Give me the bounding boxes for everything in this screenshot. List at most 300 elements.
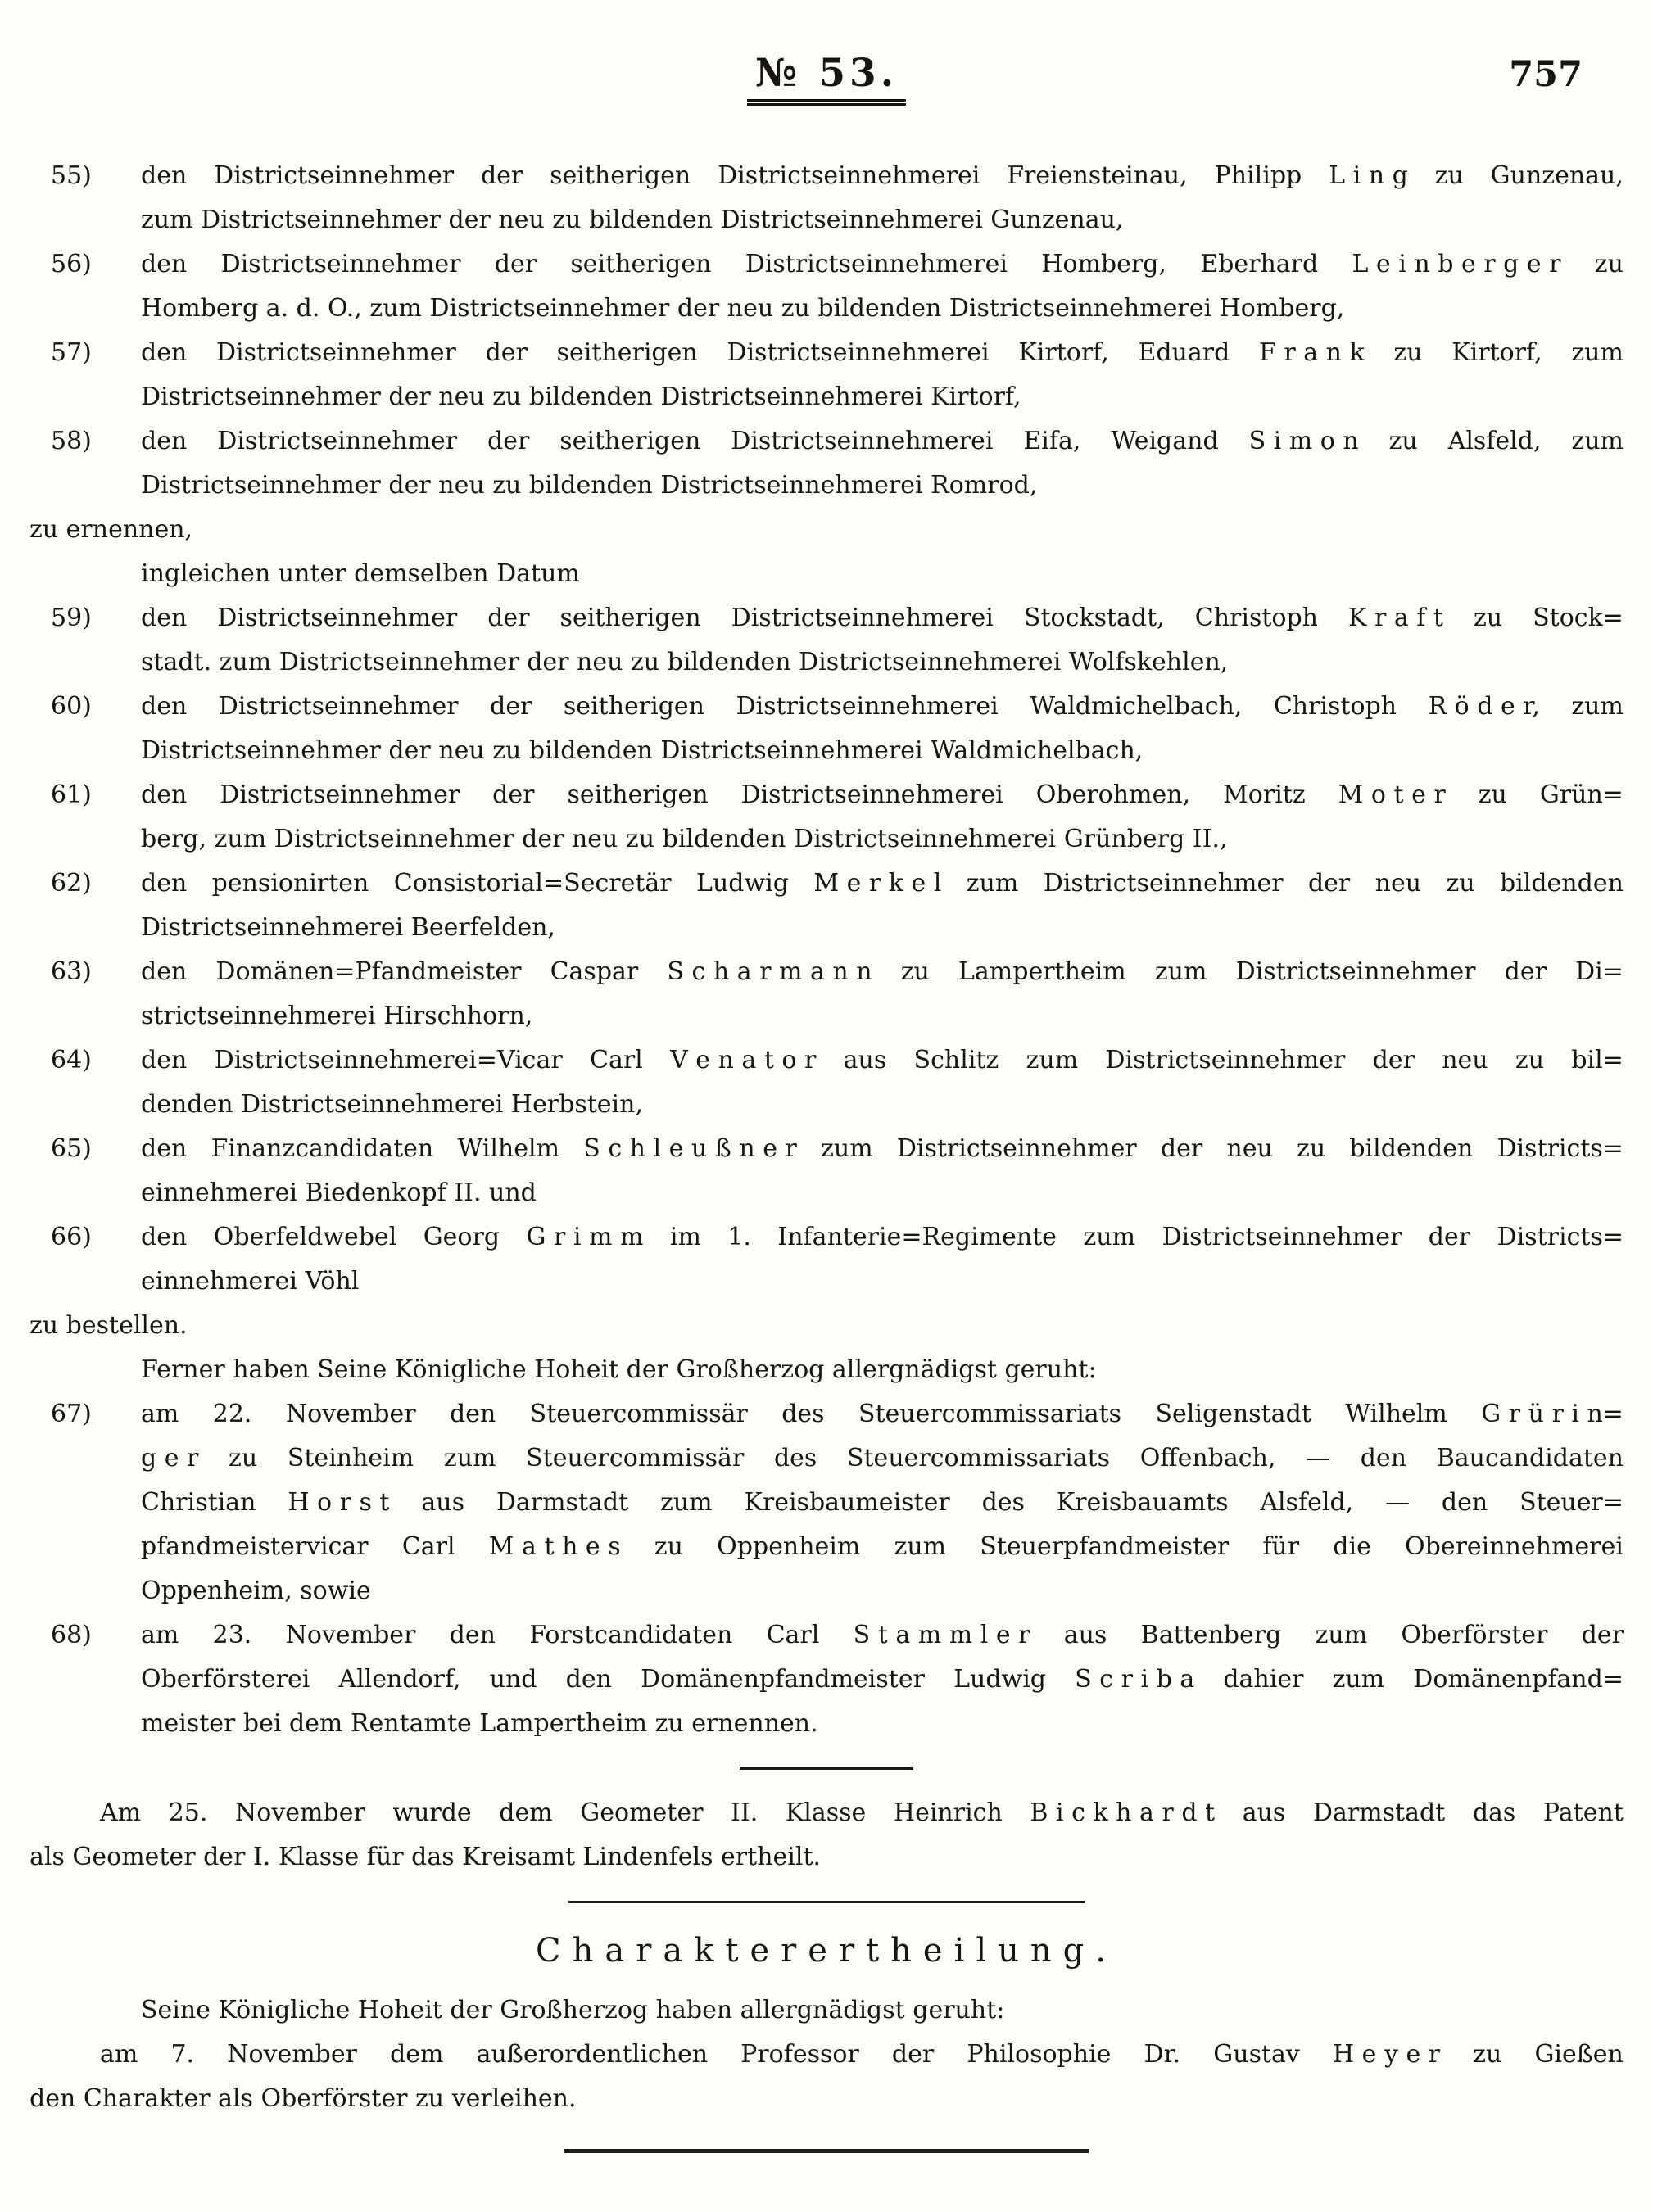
- item-number: 57): [51, 338, 92, 367]
- text-line: einnehmerei Vöhl: [141, 1267, 360, 1296]
- word: Philosophie: [967, 2040, 1112, 2069]
- word: II.: [731, 1798, 759, 1827]
- word: 22.: [212, 1400, 252, 1428]
- word: zu: [1446, 869, 1475, 898]
- word: den: [1360, 1444, 1407, 1472]
- word: Lampertheim: [958, 957, 1126, 986]
- word: Oberförsterei: [141, 1665, 310, 1694]
- word: Wilhelm: [457, 1134, 560, 1163]
- word: für: [1262, 1532, 1300, 1561]
- word: Professor: [740, 2040, 859, 2069]
- item-number: 67): [51, 1400, 92, 1428]
- list-item: [29, 1613, 1624, 1746]
- word: Seligenstadt: [1155, 1400, 1311, 1428]
- list-item: [29, 950, 1624, 1038]
- word: Steinheim: [287, 1444, 414, 1472]
- word: Kreisbauamts: [1056, 1488, 1229, 1517]
- word: Philipp: [1214, 161, 1302, 190]
- word: der: [1160, 1134, 1203, 1163]
- list-item: [29, 1038, 1624, 1127]
- text-line: Districtseinnehmer der neu zu bildenden Districtseinnehmerei Kirtorf,: [141, 382, 1021, 411]
- list-item: [29, 242, 1624, 331]
- word: zum: [1083, 1223, 1136, 1251]
- paragraph: [29, 508, 1624, 552]
- text-line: als Geometer der I. Klasse für das Kreisamt Lindenfels ertheilt.: [29, 1843, 822, 1871]
- issue-number: № 53.: [747, 51, 906, 106]
- text-line: stadt. zum Districtseinnehmer der neu zu bildenden Districtseinnehmerei Wolfskehlen,: [141, 648, 1229, 676]
- list-item: [29, 685, 1624, 773]
- text-line: Districtseinnehmerei Beerfelden,: [141, 913, 555, 942]
- word: aus: [1242, 1798, 1286, 1827]
- text-line: [141, 242, 1624, 287]
- word: F r a n k: [1259, 338, 1365, 367]
- text-line: [141, 331, 1624, 375]
- word: Oberförster: [1401, 1621, 1548, 1649]
- word: Finanzcandidaten: [211, 1134, 434, 1163]
- word: G r i m m: [526, 1223, 644, 1251]
- word: Darmstadt: [496, 1488, 629, 1517]
- word: zum: [1571, 692, 1624, 721]
- word: Consistorial=Secretär: [393, 869, 672, 898]
- word: zu: [229, 1444, 258, 1472]
- word: der: [490, 692, 532, 721]
- text-line: [141, 773, 1624, 817]
- text-line: Homberg a. d. O., zum Districtseinnehmer der neu zu bildenden Districtseinnehmerei Homberg,: [141, 294, 1345, 323]
- word: der: [1428, 1223, 1471, 1251]
- word: Districts=: [1497, 1134, 1624, 1163]
- word: Kirtorf,: [1018, 338, 1109, 367]
- word: Kirtorf,: [1451, 338, 1542, 367]
- word: den: [141, 957, 188, 986]
- word: zu: [1473, 2040, 1502, 2069]
- word: die: [1333, 1532, 1371, 1561]
- list-item: [29, 331, 1624, 419]
- text-line: zum Districtseinnehmer der neu zu bildenden Districtseinnehmerei Gunzenau,: [141, 206, 1124, 234]
- word: dahier: [1223, 1665, 1304, 1694]
- word: Infanterie=Regimente: [777, 1223, 1057, 1251]
- word: seitherigen: [563, 692, 704, 721]
- item-number: 65): [51, 1134, 92, 1163]
- word: —: [1306, 1444, 1331, 1472]
- text-line: [141, 1038, 1624, 1083]
- text-line: Districtseinnehmer der neu zu bildenden Districtseinnehmerei Romrod,: [141, 471, 1038, 500]
- word: 25.: [168, 1798, 208, 1827]
- word: 7.: [170, 2040, 195, 2069]
- word: Grün=: [1539, 780, 1624, 809]
- word: im: [669, 1223, 701, 1251]
- word: Gustav: [1213, 2040, 1300, 2069]
- word: L e i n b e r g e r: [1352, 250, 1561, 278]
- page-number: 757: [1509, 54, 1583, 95]
- word: des: [781, 1400, 825, 1428]
- word: Homberg,: [1041, 250, 1166, 278]
- word: Offenbach,: [1139, 1444, 1276, 1472]
- word: Domänenpfandmeister: [641, 1665, 925, 1694]
- word: zu: [1388, 427, 1418, 455]
- word: Stock=: [1533, 604, 1624, 632]
- word: Districtseinnehmer: [896, 1134, 1137, 1163]
- word: aus: [421, 1488, 464, 1517]
- text-line: berg, zum Districtseinnehmer der neu zu bildenden Districtseinnehmerei Grünberg II.,: [141, 825, 1228, 853]
- word: K r a f t: [1348, 604, 1443, 632]
- word: Carl: [590, 1046, 643, 1074]
- word: pfandmeistervicar: [141, 1532, 369, 1561]
- word: Domänenpfand=: [1413, 1665, 1624, 1694]
- text-line: [141, 596, 1624, 640]
- item-number: 64): [51, 1046, 92, 1074]
- word: Wilhelm: [1345, 1400, 1447, 1428]
- text-line: [141, 1658, 1624, 1702]
- list-item: [29, 862, 1624, 950]
- word: Am: [100, 1798, 142, 1827]
- word: Steuer=: [1519, 1488, 1624, 1517]
- word: Districtseinnehmer: [1105, 1046, 1346, 1074]
- page-header: [0, 0, 1653, 116]
- word: zu: [900, 957, 930, 986]
- word: neu: [1374, 869, 1422, 898]
- text-line: Oppenheim, sowie: [141, 1576, 371, 1605]
- word: G r ü r i n=: [1481, 1400, 1624, 1428]
- word: den: [141, 1134, 188, 1163]
- word: S i m o n: [1248, 427, 1359, 455]
- word: Steuerpfandmeister: [980, 1532, 1230, 1561]
- word: am: [141, 1400, 179, 1428]
- word: Baucandidaten: [1436, 1444, 1624, 1472]
- list-item: [29, 1127, 1624, 1215]
- text-line: [141, 1392, 1624, 1436]
- word: Heinrich: [893, 1798, 1003, 1827]
- word: seitherigen: [559, 427, 701, 455]
- word: V e n a t o r: [670, 1046, 817, 1074]
- document-body: [0, 116, 1653, 2153]
- word: Districtseinnehmerei: [731, 604, 994, 632]
- word: zu: [1594, 250, 1624, 278]
- word: des: [981, 1488, 1025, 1517]
- word: Districtseinnehmer: [1043, 869, 1284, 898]
- section-heading: Charakterertheilung.: [535, 1932, 1118, 1970]
- word: Districtseinnehmer: [215, 338, 456, 367]
- word: Gunzenau,: [1490, 161, 1624, 190]
- word: den: [141, 692, 188, 721]
- word: H e y e r: [1332, 2040, 1441, 2069]
- word: Caspar: [550, 957, 639, 986]
- word: Ludwig: [696, 869, 789, 898]
- word: den: [450, 1400, 496, 1428]
- paragraph: [29, 1304, 1624, 1348]
- word: November: [235, 1798, 365, 1827]
- paragraph: [29, 1988, 1624, 2033]
- word: dem: [390, 2040, 444, 2069]
- word: Waldmichelbach,: [1030, 692, 1243, 721]
- word: Christoph: [1194, 604, 1318, 632]
- word: seitherigen: [550, 161, 691, 190]
- word: Districtseinnehmerei: [740, 780, 1003, 809]
- word: Forstcandidaten: [529, 1621, 733, 1649]
- word: den: [141, 1046, 188, 1074]
- text-line: [141, 419, 1624, 464]
- word: Districtseinnehmer: [218, 692, 459, 721]
- word: den: [565, 1665, 612, 1694]
- word: Steuercommissär: [526, 1444, 745, 1472]
- section-rule: [564, 2149, 1089, 2153]
- text-line: meister bei dem Rentamte Lampertheim zu ernennen.: [141, 1709, 818, 1738]
- text-line: Seine Königliche Hoheit der Großherzog haben allergnädigst geruht:: [141, 1996, 1005, 2024]
- word: Weigand: [1111, 427, 1219, 455]
- word: Stockstadt,: [1023, 604, 1165, 632]
- word: Gießen: [1534, 2040, 1624, 2069]
- text-line: ingleichen unter demselben Datum: [141, 559, 580, 588]
- word: am: [141, 1621, 179, 1649]
- word: Christoph: [1273, 692, 1397, 721]
- text-line: [141, 1436, 1624, 1481]
- word: Districtseinnehmerei: [727, 338, 990, 367]
- word: Alsfeld,: [1260, 1488, 1354, 1517]
- word: Georg: [423, 1223, 500, 1251]
- text-line: [141, 1215, 1624, 1260]
- word: zum: [1571, 427, 1624, 455]
- text-line: [141, 154, 1624, 198]
- word: L i n g: [1329, 161, 1408, 190]
- word: am: [100, 2040, 138, 2069]
- word: Eberhard: [1200, 250, 1319, 278]
- word: dem: [499, 1798, 553, 1827]
- text-line: Districtseinnehmer der neu zu bildenden Districtseinnehmerei Waldmichelbach,: [141, 736, 1144, 765]
- word: Ludwig: [953, 1665, 1047, 1694]
- word: zum: [443, 1444, 496, 1472]
- list-item: [29, 154, 1624, 242]
- text-line: [141, 1613, 1624, 1658]
- text-line: [141, 1127, 1624, 1171]
- word: bildenden: [1499, 869, 1624, 898]
- word: und: [489, 1665, 537, 1694]
- word: bildenden: [1349, 1134, 1474, 1163]
- word: Oberfeldwebel: [213, 1223, 397, 1251]
- word: Districtseinnehmer: [1235, 957, 1476, 986]
- word: zu: [1393, 338, 1423, 367]
- word: der: [891, 2040, 935, 2069]
- word: S t a m m l e r: [853, 1621, 1030, 1649]
- word: S c r i b a: [1075, 1665, 1195, 1694]
- item-number: 56): [51, 250, 92, 278]
- word: Districtseinnehmerei=Vicar: [214, 1046, 563, 1074]
- word: Steuercommissär: [529, 1400, 748, 1428]
- word: neu: [1442, 1046, 1488, 1074]
- word: den: [1441, 1488, 1488, 1517]
- word: außerordentlichen: [476, 2040, 709, 2069]
- section-rule: [568, 1901, 1085, 1903]
- word: Darmstadt: [1312, 1798, 1446, 1827]
- item-number: 63): [51, 957, 92, 986]
- word: Districtseinnehmer: [214, 161, 455, 190]
- word: Di=: [1575, 957, 1624, 986]
- text-line: zu ernennen,: [29, 515, 193, 544]
- word: November: [227, 2040, 357, 2069]
- word: Districtseinnehmer: [1162, 1223, 1402, 1251]
- word: den: [141, 161, 188, 190]
- word: der: [1504, 957, 1547, 986]
- word: Districtseinnehmerei: [745, 250, 1008, 278]
- word: November: [285, 1400, 416, 1428]
- word: 23.: [212, 1621, 252, 1649]
- item-number: 58): [51, 427, 92, 455]
- text-line: [141, 950, 1624, 994]
- word: das: [1472, 1798, 1516, 1827]
- paragraph: [29, 1791, 1624, 1880]
- word: Carl: [766, 1621, 820, 1649]
- word: Domänen=Pfandmeister: [215, 957, 522, 986]
- word: Eifa,: [1023, 427, 1081, 455]
- word: M a t h e s: [488, 1532, 621, 1561]
- word: —: [1385, 1488, 1411, 1517]
- text-line: [141, 862, 1624, 906]
- word: zu: [1297, 1134, 1326, 1163]
- word: Districtseinnehmerei: [736, 692, 999, 721]
- word: S c h l e u ß n e r: [583, 1134, 797, 1163]
- text-line: [141, 1481, 1624, 1525]
- list-item: [29, 1215, 1624, 1304]
- item-number: 59): [51, 604, 92, 632]
- word: Districtseinnehmer: [217, 427, 458, 455]
- word: Alsfeld,: [1447, 427, 1542, 455]
- item-number: 61): [51, 780, 92, 809]
- word: zum: [1154, 957, 1207, 986]
- item-number: 60): [51, 692, 92, 721]
- paragraph: [29, 1348, 1624, 1392]
- word: der: [480, 161, 523, 190]
- word: der: [485, 338, 528, 367]
- word: Battenberg: [1140, 1621, 1282, 1649]
- word: zu: [1515, 1046, 1545, 1074]
- word: S c h a r m a n n: [667, 957, 872, 986]
- word: R ö d e r,: [1428, 692, 1540, 721]
- word: den: [449, 1621, 496, 1649]
- word: zum: [1315, 1621, 1368, 1649]
- word: der: [494, 250, 537, 278]
- word: seitherigen: [567, 780, 709, 809]
- word: zu: [1473, 604, 1503, 632]
- word: zu: [1434, 161, 1464, 190]
- word: den: [141, 250, 188, 278]
- word: aus: [843, 1046, 887, 1074]
- word: Dr.: [1144, 2040, 1181, 2069]
- text-line: [141, 1525, 1624, 1569]
- item-number: 55): [51, 161, 92, 190]
- text-line: Ferner haben Seine Königliche Hoheit der Großherzog allergnädigst geruht:: [141, 1355, 1097, 1384]
- list-item: [29, 596, 1624, 685]
- word: zu: [1478, 780, 1507, 809]
- paragraph: [29, 552, 1624, 596]
- word: zum: [894, 1532, 947, 1561]
- word: der: [492, 780, 535, 809]
- word: Districtseinnehmer: [220, 780, 460, 809]
- word: Districtseinnehmer: [220, 250, 461, 278]
- word: Eduard: [1138, 338, 1230, 367]
- item-number: 68): [51, 1621, 92, 1649]
- word: seitherigen: [570, 250, 712, 278]
- word: Geometer: [580, 1798, 704, 1827]
- word: zum: [966, 869, 1019, 898]
- word: 1.: [727, 1223, 751, 1251]
- text-line: [141, 685, 1624, 729]
- text-line: den Charakter als Oberförster zu verleihen.: [29, 2084, 577, 2113]
- word: wurde: [392, 1798, 472, 1827]
- word: Freiensteinau,: [1007, 161, 1188, 190]
- section-rule: [740, 1767, 913, 1770]
- text-line: [29, 2033, 1624, 2077]
- word: der: [487, 604, 530, 632]
- word: der: [1372, 1046, 1415, 1074]
- word: pensionirten: [211, 869, 369, 898]
- word: Districtseinnehmerei: [731, 427, 994, 455]
- word: Steuercommissariats: [846, 1444, 1111, 1472]
- word: Schlitz: [913, 1046, 999, 1074]
- word: M e r k e l: [813, 869, 942, 898]
- word: den: [141, 338, 188, 367]
- word: den: [141, 869, 188, 898]
- word: der: [1581, 1621, 1624, 1649]
- paragraph: [29, 2033, 1624, 2121]
- word: den: [141, 1223, 188, 1251]
- item-number: 66): [51, 1223, 92, 1251]
- word: Districts=: [1497, 1223, 1624, 1251]
- text-line: denden Districtseinnehmerei Herbstein,: [141, 1090, 643, 1119]
- text-line: strictseinnehmerei Hirschhorn,: [141, 1002, 533, 1030]
- word: H o r s t: [288, 1488, 390, 1517]
- word: Christian: [141, 1488, 256, 1517]
- word: Districtseinnehmerei: [718, 161, 980, 190]
- word: der: [1307, 869, 1351, 898]
- word: Patent: [1542, 1798, 1624, 1827]
- word: Kreisbaumeister: [744, 1488, 950, 1517]
- word: Klasse: [785, 1798, 867, 1827]
- word: seitherigen: [556, 338, 698, 367]
- word: des: [773, 1444, 817, 1472]
- word: Moritz: [1223, 780, 1306, 809]
- text-line: zu bestellen.: [29, 1311, 188, 1340]
- list-item: [29, 419, 1624, 508]
- word: M o t e r: [1338, 780, 1446, 809]
- word: zu: [654, 1532, 683, 1561]
- word: den: [141, 780, 188, 809]
- word: bil=: [1571, 1046, 1624, 1074]
- list-item: [29, 773, 1624, 862]
- word: Steuercommissariats: [858, 1400, 1122, 1428]
- item-number: 62): [51, 869, 92, 898]
- text-line: [29, 1791, 1624, 1835]
- word: seitherigen: [559, 604, 701, 632]
- word: B i c k h a r d t: [1030, 1798, 1216, 1827]
- word: zum: [1571, 338, 1624, 367]
- list-item: [29, 1392, 1624, 1613]
- word: Obereinnehmerei: [1405, 1532, 1624, 1561]
- word: zum: [1332, 1665, 1385, 1694]
- word: Oppenheim: [717, 1532, 861, 1561]
- word: zum: [660, 1488, 713, 1517]
- word: Carl: [401, 1532, 455, 1561]
- word: November: [285, 1621, 416, 1649]
- word: Oberohmen,: [1035, 780, 1191, 809]
- word: aus: [1063, 1621, 1107, 1649]
- word: den: [141, 427, 188, 455]
- word: den: [141, 604, 188, 632]
- word: zum: [821, 1134, 873, 1163]
- word: Districtseinnehmer: [217, 604, 458, 632]
- text-line: einnehmerei Biedenkopf II. und: [141, 1178, 537, 1207]
- word: der: [487, 427, 530, 455]
- word: g e r: [141, 1444, 199, 1472]
- word: Allendorf,: [338, 1665, 461, 1694]
- word: zum: [1026, 1046, 1079, 1074]
